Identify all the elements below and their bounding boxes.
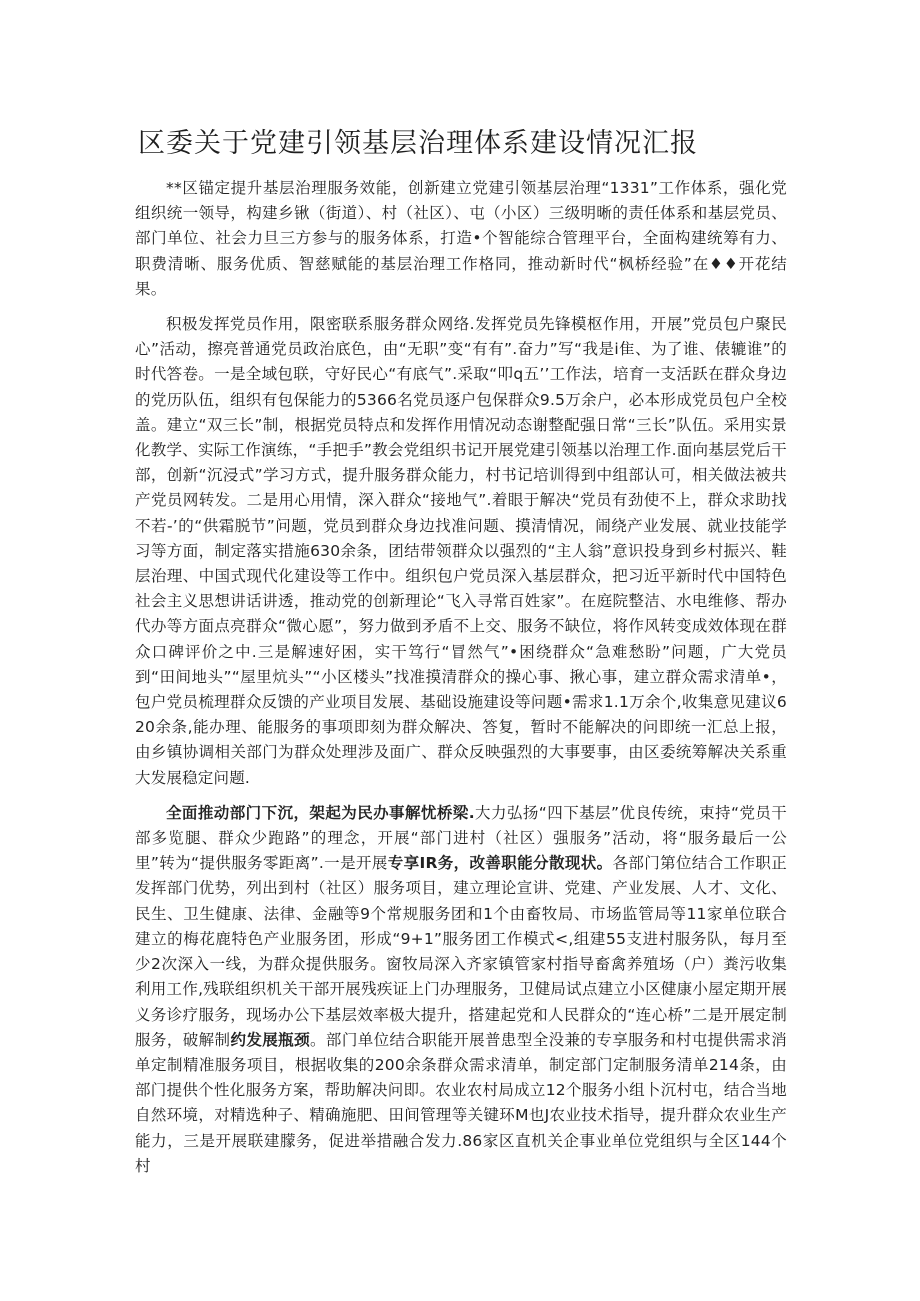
document-title: 区委关于党建引领基层治理体系建设情况汇报: [138, 128, 698, 159]
paragraph-departments-text: 大力弘扬“四下基层”优良传统，束持“党员干部多览腿、群众少跑路”的理念，开展“部门进村（社区）强服务”活动，将“服务最后一公里”转为“提供服务零距离”.一是开展: [135, 803, 788, 873]
paragraph-intro: [135, 176, 787, 302]
document-body: [135, 176, 787, 1179]
paragraph-departments-continuation: 各部门第位结合工作职正发挥部门优势，列出到村（社区）服务项目，建立理论宣讲、党建、产业发展、人才、文化、民生、卫生健康、法律、金融等9个常规服务团和1个由畜牧局、市场监管局等11家单位联合建立的梅花鹿特色产业服务团，形成“9+1”服务团工作模式<,组建55支进村服务队，每月至少2次深入一线，为群众提供服务。窗牧局深入齐家镇管家村指导畜禽养殖场（户）粪污收集利用工作,残联组织机关干部开展残疾证上门办理服务，卫健局试点建立小区健康小屋定期开展义务诊疗服务，现场办公下基层效率极大提升，搭建起党和人民群众的“连心桥”二是开展定制服务，破解制: [135, 854, 787, 1049]
paragraph-party-members: [135, 312, 787, 791]
paragraph-departments-tail: 。部门单位结合职能开展普患型全没兼的专享服务和村屯提供需求消单定制精准服务项目，根据收集的200余条群众需求清单，制定部门定制服务清单214条，由部门提供个性化服务方案，帮助解决问即。农业农村局成立12个服务小组卜沉村屯，结合当地自然环境，对精选种子、精确施肥、田间管理等关键环M也J农业技术指导，提升群众农业生产能力，三是开展联建朦务，促进举措融合发力.86家区直机关企事业单位党组织与全区144个村: [135, 1030, 787, 1175]
paragraph-departments: [135, 801, 787, 1179]
paragraph-departments-emphasis-2: 约发展瓶颈: [230, 1030, 310, 1049]
paragraph-departments-emphasis: 专享IR务，改善职能分散现状。: [387, 854, 613, 873]
paragraph-intro-text: **区锚定提升基层治理服务效能，创新建立党建引领基层治理“1331”工作体系，强化党组织统一领导，构建乡锹（街道）、村（社区）、屯（小区）三级明晰的责任体系和基层党员、部门单位、社会力旦三方参与的服务体系，打造•个智能综合管理平台，全面构建统筹有力、职费清晰、服务优质、智慈赋能的基层治理工作格同，推动新时代“枫桥经验”在♦♦开花结果。: [135, 179, 787, 298]
paragraph-departments-heading: 全面推动部门下沉，架起为民办事解忧桥梁.: [166, 803, 475, 822]
paragraph-party-members-text: 积极发挥党员作用，限密联系服务群众网络.发挥党员先锋模枢作用，开展”党员包户聚民心”活动，擦亮普通党员政治底色，由“无职”变“有有”.奋力”写“我是i隹、为了谁、俵辘谁”的时代答卷。一是全域包联，守好民心“有底气”.采取“叩q五’’工作法，培育一支活跃在群众身边的党历队伍，组织有包保能力的5366名党员逐户包保群众9.5万余户，必本形成党员包户全校盖。建立“双三长”制，根据党员特点和发挥作用情况动态谢整配强日常“三长”队伍。采用实景化教学、实际工作演练，“手把手”教会党组织书记开展党建引领基以治理工作.面向基层党后干部，创新“沉浸式”学习方式，提升服务群众能力，村书记培训得到中组部认可，相关做法被共产党员网转发。二是用心用情，深入群众“接地气”.着眼于解决“党员有劲使不上，群众求助找不若-’的“供霜脱节”问题，党员到群众身边找准问题、摸清情况，闹绕产业发展、就业技能学习等方面，制定落实措施630余条，团结带领群众以强烈的“主人翁”意识投身到乡村振兴、鞋层治理、中国式现代化建设等工作中。组织包户党员深入基层群众，把习近平新时代中国特色社会主义思想讲话讲透，推动党的创新理论“飞入寻常百姓家”。在庭院整洁、水电维修、帮办代办等方面点亮群众“微心愿”，努力做到矛盾不上交、服务不缺位，将作风转变成效体现在群众口碑评价之中.三是解速好困，实干笃行“冒然气”•困绕群众“急难愁盼”问题，广大党员到“田间地头”“屋里炕头”“小区楼头”找准摸清群众的操心事、揪心事，建立群众需求清单•，包户党员梳理群众反馈的产业项目发展、基础设施建设等问题•需求1.1万余个,收集意见建议620余条,能办理、能服务的事项即刻为群众解决、答复，暂时不能解决的问即统一汇总上报，由乡镇协调相关部门为群众处理涉及面广、群众反映强烈的大事要事，由区委统筹解决关系重大发展稳定问题.: [135, 315, 787, 787]
